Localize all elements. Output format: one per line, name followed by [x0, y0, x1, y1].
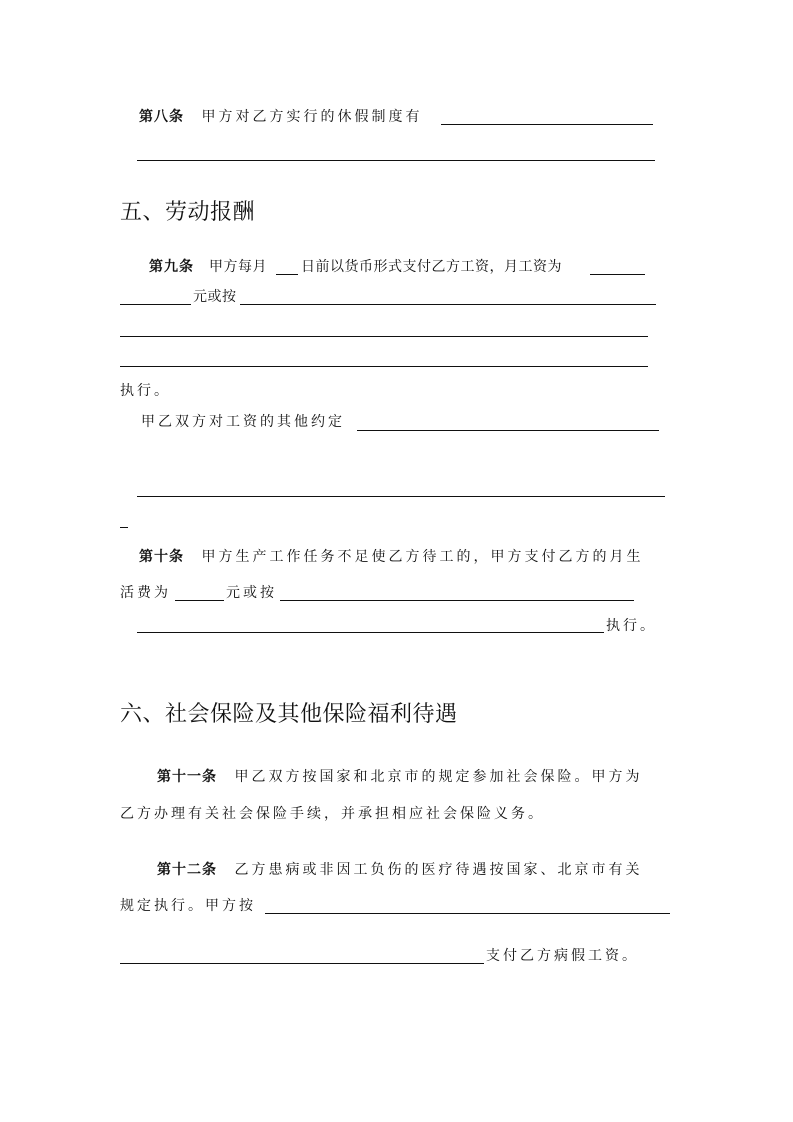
article9-method-blank-2[interactable] — [120, 336, 648, 337]
article12-blank-1[interactable] — [265, 913, 670, 914]
article10-method-blank-1[interactable] — [280, 600, 634, 601]
article9-text-d: 执行。 — [120, 383, 171, 399]
article9-other-blank-2[interactable] — [137, 496, 665, 497]
article8-blank-2[interactable] — [137, 160, 655, 161]
article10-text-a: 甲方生产工作任务不足使乙方待工的，甲方支付乙方的月生 — [201, 549, 644, 565]
article8-line — [139, 107, 422, 127]
article11-text-a: 甲乙双方按国家和北京市的规定参加社会保险。甲方为 — [234, 769, 643, 785]
article8-text: 甲方对乙方实行的休假制度有 — [201, 109, 423, 125]
article9-day-blank[interactable] — [276, 274, 298, 275]
article9-line-1 — [149, 257, 267, 277]
article8-blank-1[interactable] — [441, 124, 653, 125]
article12-line-1 — [157, 860, 642, 880]
article10-text-c: 元或按 — [226, 585, 277, 601]
article9-salary-blank-1[interactable] — [590, 274, 645, 275]
article12-text-c: 支付乙方病假工资。 — [486, 948, 639, 964]
article11-text-b: 乙方办理有关社会保险手续，并承担相应社会保险义务。 — [120, 806, 545, 822]
section5-heading: 五、劳动报酬 — [120, 200, 256, 225]
article12-blank-2[interactable] — [120, 963, 484, 964]
article10-line-1 — [139, 547, 643, 567]
article9-label: 第九条 — [149, 259, 194, 275]
article9-method-blank-1[interactable] — [240, 304, 656, 305]
article10-amount-blank[interactable] — [175, 600, 224, 601]
article9-text-c: 元或按 — [193, 289, 237, 305]
article8-label: 第八条 — [139, 109, 184, 125]
article10-method-blank-2[interactable] — [137, 632, 604, 633]
article9-other-blank-3[interactable] — [120, 527, 128, 528]
section6-heading: 六、社会保险及其他保险福利待遇 — [120, 702, 458, 727]
article9-method-blank-3[interactable] — [120, 366, 648, 367]
article9-other-agreement: 甲乙双方对工资的其他约定 — [141, 414, 345, 430]
article12-text-a: 乙方患病或非因工负伤的医疗待遇按国家、北京市有关 — [234, 862, 643, 878]
article9-text-a: 甲方每月 — [208, 259, 267, 275]
article10-text-b: 活费为 — [120, 585, 171, 601]
article11-line-1 — [157, 767, 642, 787]
article12-label: 第十二条 — [157, 862, 217, 878]
article10-text-d: 执行。 — [606, 618, 657, 634]
article9-text-b: 日前以货币形式支付乙方工资，月工资为 — [301, 259, 562, 275]
article10-label: 第十条 — [139, 549, 184, 565]
article9-other-blank-1[interactable] — [357, 430, 659, 431]
article9-salary-blank-2[interactable] — [120, 304, 191, 305]
article12-text-b: 规定执行。甲方按 — [120, 898, 256, 914]
article11-label: 第十一条 — [157, 769, 217, 785]
